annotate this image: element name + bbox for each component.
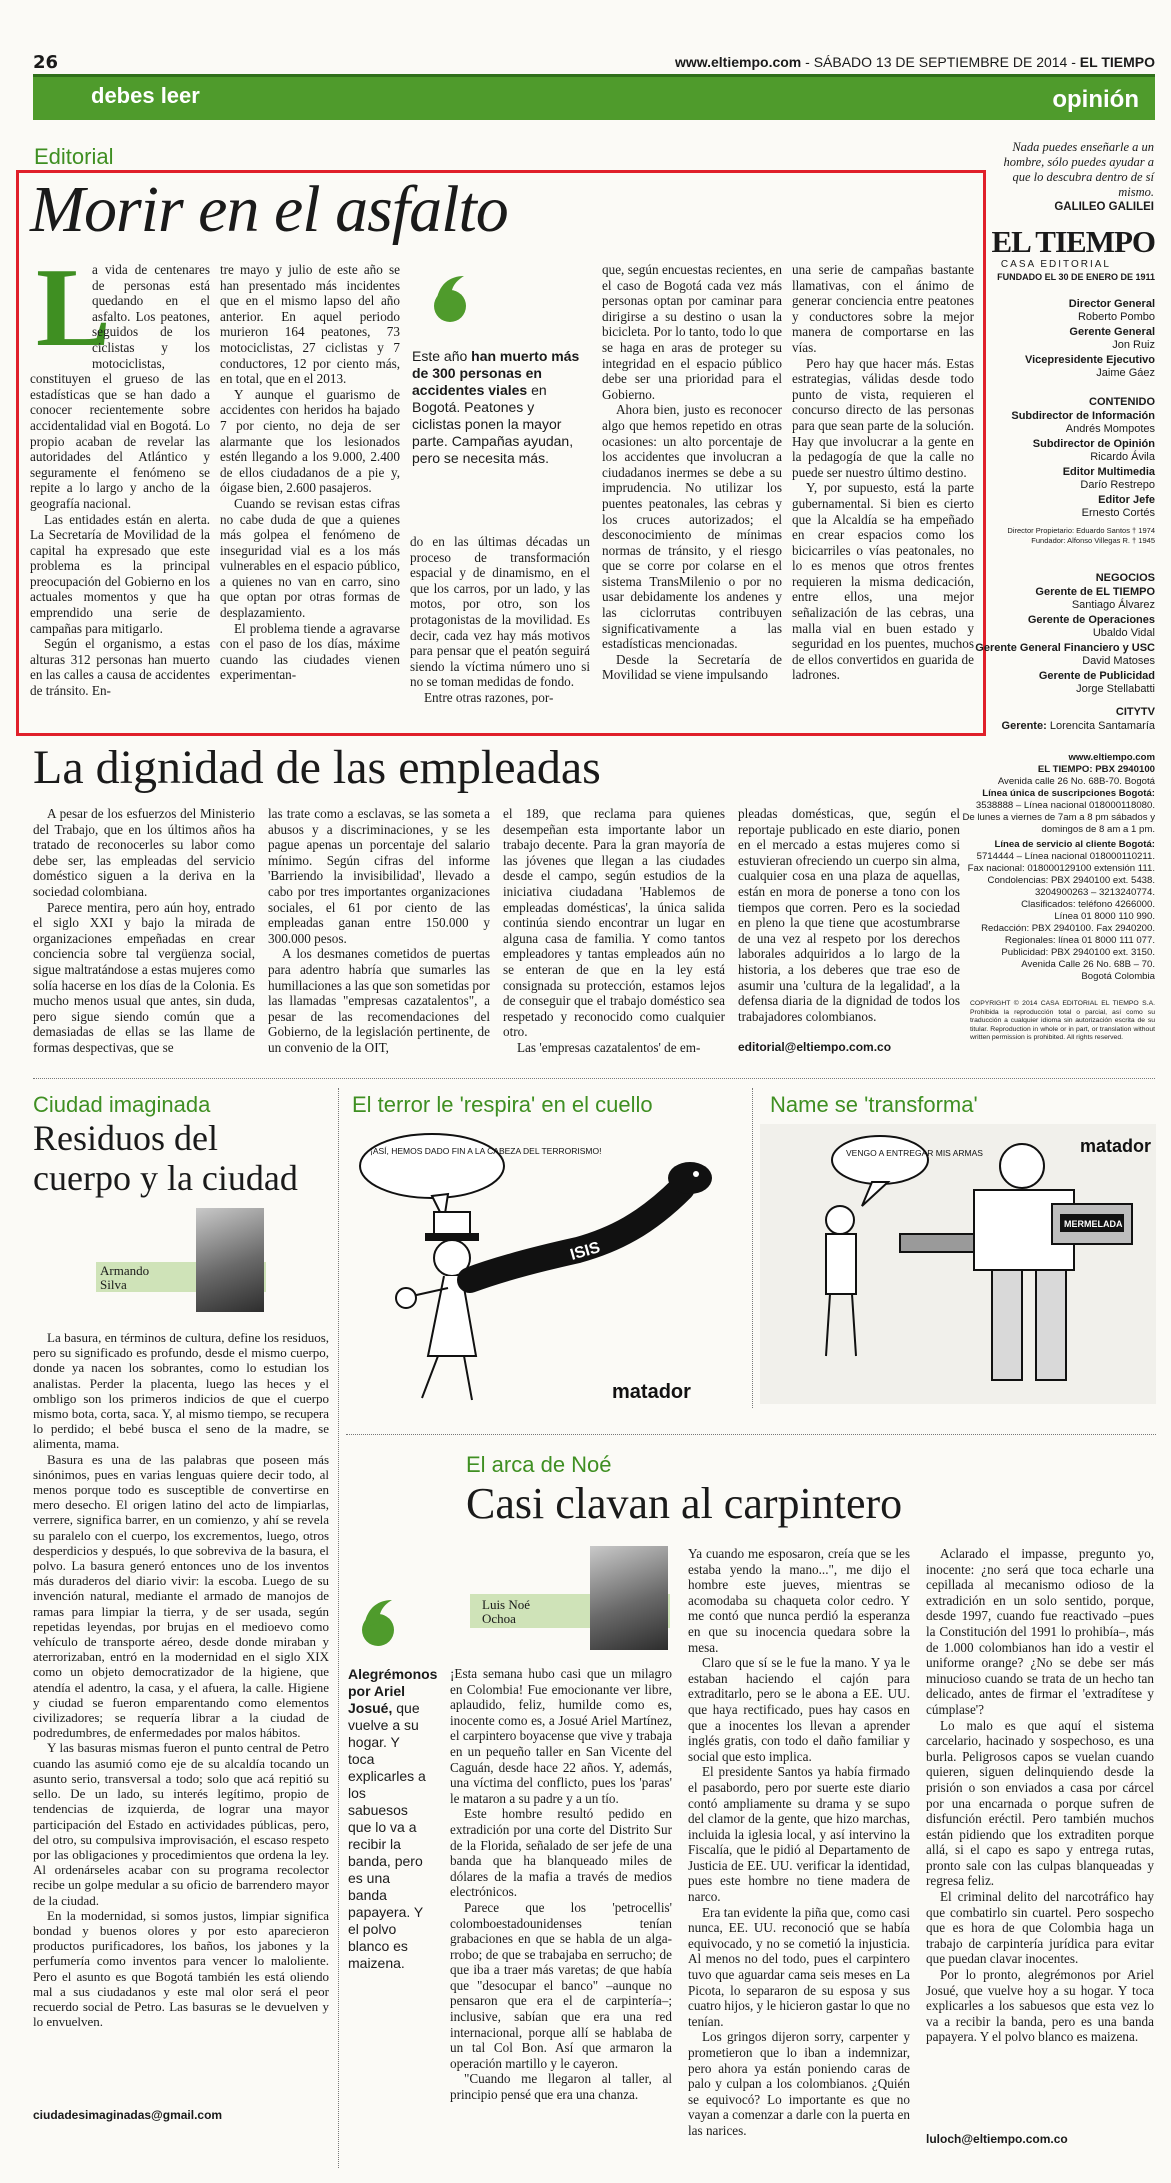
editorial2-col3: el 189, que reclama para quienes desempeñan esta importante labor un trabajo decente. Para la gran mayoría de las jóvenes que llegan a las ciudades desde el campo, según estudios de la iniciativa ciudadana 'Hablemos de empleadas domésticas', la única salida continúa siendo encontrar un lugar en alguna casa de familia. Y como tantos empleadores y tantas empleados aún no se enteran de que en la ley está consignada su protección, estamos lejos de conseguir que el trabajo doméstico sea respetado y reconocido como cualquier otro. Las 'empresas cazatalentos' de em-	[503, 806, 725, 1055]
arca-col2: Ya cuando me esposaron, creía que se les estaba yendo la mano...", me dijo el hombre este jueves, mientras se acomodaba su chaqueta color cedro. Y me contó que nunca perdió la esperanza en que su inocencia quedara sobre la mesa. Claro que sí se le fue la mano. Y ya le estaban haciendo el cajón para extraditarlo, pero se le abona a EE. UU. que haya rectificado, pues hay casos en que a inocentes los llevan a aprender inglés gratis, con todo el daño familiar y social que esto implica. El presidente Santos ya había firmado el pasabordo, pero por suerte este diario contó ampliamente su drama y se supo del clamor de la gente, que hizo marchas, incluida la iglesia local, y así intervino la Fiscalía, que le pidió al Departamento de Justicia de EE. UU. verificar la identidad, pues este hombre no tiene madera de narco. Era tan evidente la piña que, como casi nunca, EE. UU. reconoció que se había equivocado, y no se cometió la injusticia. Al menos no del todo, pues el carpintero tuvo que aguardar cama seis meses en La Picota, lo separaron de su esposa y sus cuatro hijos, y le hicieron gastar lo que no tenían. Los gringos dijeron sorry, carpenter y prometieron que lo iban a indemnizar, pero ahora ya están poniendo caras de palo y culpan a los colombianos. ¿Quién se equivocó? Lo importante es que no vayan a comenzar a darle con la puerta en las narices.	[688, 1546, 910, 2138]
cartoon2-brand: MERMELADA	[1064, 1219, 1123, 1229]
editorial-col1: a vida de centenares de personas está quedando en el asfalto. Los peatones, seguidos de los ciclistas y los motociclistas, constituyen el grueso de las estadísticas que se han dado a conocer recientemente sobre accidentalidad vial en Bogotá. Lo propio acaban de revelar las autoridades del Atlántico y seguramente el fenómeno se repite a lo largo y ancho de la geografía nacional. Las entidades están en alerta. La Secretaría de Movilidad de la capital ha expresado que este problema es la principal preocupación del Gobierno en los actuales momentos y que ha emprendido una serie de campañas para mitigarlo. Según el organismo, a estas alturas 312 personas han muerto en las calles a causa de accidentes de tránsito. En-	[30, 262, 210, 699]
ciudad-body: La basura, en términos de cultura, define los residuos, pero su significado es profundo, desde el mismo cuerpo, donde ya nacen los sobrantes, como lo estudian los analistas. Perder la placenta, luego las heces y el ombligo son los primeros indicios de que el cuerpo mismo bota, corta, saca. Y, al mismo tiempo, se recupera lo perdido; el bebé busca el seno de la madre, se alimenta, mama. Basura es una de las palabras que poseen más sinónimos, pues en varias lenguas quiere decir todo, al menos porque todo es susceptible de convertirse en mero desecho. El origen latino del acto de limpiarlas, verrere, significa barrer, en un comienzo, y ahí se revela su paralelo con el cuerpo, los excrementos, luego, otros desperdicios y después, lo que sobreviva de la basura, el polvo. La basura generó entonces uno de los inventos más duraderos del diario vivir: la escoba. Luego de su invención natural, mediante el armado de manojos de ramas para limpiar la tierra, y de ser usada, según repetidas leyendas, por brujas en el medioevo como vehículo de transporte aéreo, desde donde miraban y aterrorizaban, entró en la modernidad en el siglo XIX como un objeto democratizador de la higiene, que atendía el adentro, la casa, y el afuera, la calle. Higiene y ciudad se fueron emparentando como elementos civilizadores; se requería librar a la ciudad de podredumbres, de enfermedades por malos hábitos. Y las basuras mismas fueron el punto central de Petro cuando las asumió como eje de su alcaldía tocando un asunto serio, transversal a todo; solo que acá repitió su sello. De un lado, su interés legítimo, propio de tendencias de izquierda, de lograr una mayor participación del Estado en actividades públicas, pero, del otro, su compulsiva improvisación, el escaso respeto por las obligaciones y procedimientos que ordena la ley. Al ordenárseles acabar con su programa recolector recibe un golpe medular a su oficio de barrendero mayor de la ciudad. En la modernidad, si somos justos, limpiar significa bondad y buenos olores y por esto aparecieron productos purificadores, los baños, los jabones y la perfumería como inventos para vencer lo maloliente. Pero el asunto es que Bogotá también les está oliendo mal a sus ciudadanos y este mal olor será el peor recuerdo social de Petro. Las basuras se le devuelven y lo envuelven.	[33, 1330, 329, 2030]
cartoon2-signature: matador	[1080, 1136, 1152, 1156]
ciudad-email[interactable]: ciudadesimaginadas@gmail.com	[33, 2108, 223, 2122]
ciudad-title: Residuos del cuerpo y la ciudad	[33, 1118, 298, 1198]
arca-pull-quote: Alegrémonos por Ariel Josué, que vuelve a su hogar. Y toca explicarles a los sabuesos que lo va a recibir la banda, pero es una banda papayera. Y el polvo blanco es maizena.	[348, 1666, 438, 1971]
author-photo	[590, 1546, 668, 1650]
masthead-founded: FUNDADO EL 30 DE ENERO DE 1911	[997, 272, 1155, 282]
header-dateline	[675, 54, 1155, 70]
masthead-sub: CASA EDITORIAL	[1000, 259, 1111, 270]
section-right-label[interactable]: opinión	[1052, 86, 1139, 113]
masthead-logo: EL TIEMPO	[991, 224, 1155, 259]
editorial-kicker: Editorial	[34, 144, 114, 169]
citytv-manager: Gerente: Lorencita Santamaría	[1001, 720, 1155, 732]
arca-col3: Aclarado el impasse, pregunto yo, inocente: ¿no será que toca echarle una cepillada al mecanismo odioso de la extradición en un solo sentido, porque, desde 1997, cuando fue reactivado –pues la Constitución del 1991 lo prohibía–, más de 1.000 colombianos han ido a vestir el uniforme orange? ¿No se debe ser más minucioso cuando se trata de un hecho tan delicado, antes de firmar el 'extradítese y cúmplase'? Lo malo es que aquí el sistema carcelario, hacinado y sospechoso, es una burla. Peligrosos capos se vuelan cuando quieren, siguen delinquiendo desde la prisión o son enviados a casa por cárcel por una encarnada o porque sufren de disfunción eréctil. Pero también muchos están pidiendo que los extraditen porque allá, si el capo es sapo y entrega rutas, pronto sale con las culpas blanqueadas y regresa feliz. El criminal delito del narcotráfico hay que combatirlo sin cuartel. Pero sospecho que es hora de que Colombia haga un trabajo de carpintería jurídica para evitar que puedan clavar inocentes. Por lo pronto, alegrémonos por Ariel Josué, que vuelve hoy a su hogar. Y toca explicarles a los sabuesos que esta vez lo va a recibir la banda, pero es una banda papayera. Y el polvo blanco es maizena.	[926, 1546, 1154, 2045]
divider-horizontal	[346, 1434, 1156, 1435]
editorial-pull-quote: Este año han muerto más de 300 personas en accidentes viales en Bogotá. Peatones y ciclistas ponen la mayor parte. Campañas ayudan, pero se necesita más.	[412, 348, 580, 466]
section-band	[33, 74, 1155, 120]
author-name: Armando Silva	[100, 1263, 150, 1292]
ciudad-kicker: Ciudad imaginada	[33, 1092, 211, 1117]
cartoon1-illustration	[352, 1128, 742, 1408]
masthead-contenido: Subdirector de Información Andrés Mompotes Subdirector de Opinión Ricardo Ávila Editor Multimedia Darío Restrepo Editor Jefe Ernesto Cortés	[1011, 410, 1155, 519]
cartoon1-signature: matador	[612, 1381, 691, 1403]
arca-kicker: El arca de Noé	[466, 1452, 612, 1477]
divider-horizontal	[33, 1078, 1155, 1079]
editorial2-col1: A pesar de los esfuerzos del Ministerio del Trabajo, que en los últimos años ha tratado de reconocerles su labor como debe ser, las empleadas del servicio doméstico siguen a la deriva en la sociedad colombiana. Parece mentira, pero aún hoy, entrado el siglo XXI y bajo la mirada de organizaciones empeñadas en crear conciencia sobre tal vergüenza social, sigue maltratándose a estas mujeres como solía hacerse en los días de la Colonia. Es mucho menos usual que antes, sin duda, pero sigue siendo común que a demasiadas de ellas se las llame de formas despectivas, que se	[33, 806, 255, 1055]
pull-quote-icon	[356, 1594, 398, 1648]
divider-vertical	[338, 1088, 339, 2168]
date-text: - SÁBADO 13 DE SEPTIEMBRE DE 2014 -	[805, 54, 1076, 70]
page-number: 26	[33, 52, 59, 73]
editorial2-title: La dignidad de las empleadas	[33, 741, 601, 794]
paper-name: EL TIEMPO	[1079, 54, 1155, 70]
editorial2-email[interactable]: editorial@eltiempo.com.co	[738, 1040, 892, 1054]
editorial-col4: que, según encuestas recientes, en el caso de Bogotá cada vez más personas optan por caminar para dirigirse a su destino o usan la bicicleta. Por lo tanto, todo lo que se haga en aras de proteger su integridad en el espacio público debe ser una prioridad para el Gobierno. Ahora bien, justo es reconocer algo que hemos repetido en otras ocasiones: un alto porcentaje de los accidentes que involucran a ciudadanos inermes se debe a su imprudencia. No utilizar los puentes peatonales, las cebras y los cruces autorizados; el desconocimiento de mínimas normas de tránsito, y el riesgo que se corre por colarse en el sistema TransMilenio o por no usar debidamente los andenes y las ciclorrutas contribuyen significativamente a las estadísticas mencionadas. Desde la Secretaría de Movilidad se viene impulsando	[602, 262, 782, 683]
cartoon1-kicker: El terror le 'respira' en el cuello	[352, 1092, 653, 1117]
site-link[interactable]: www.eltiempo.com	[674, 54, 802, 70]
copyright-notice: COPYRIGHT © 2014 CASA EDITORIAL EL TIEMPO S.A. Prohibida la reproducción total o parcial, así como su traducción a cualquier idioma sin autorización escrita de su titular. Reproduction in whole or in part, or translation without written permission is prohibited. All rights reserved.	[970, 1000, 1155, 1041]
sidebar-quote: Nada puedes enseñarle a un hombre, sólo puedes ayudar a que lo descubra dentro de sí mismo. GALILEO GALILEI	[1000, 140, 1154, 215]
divider-vertical	[752, 1088, 753, 1408]
editorial2-col2: las trate como a esclavas, se las someta a abusos y a discriminaciones, y se les pague apenas un porcentaje del salario mínimo. Según cifras del informe 'Barriendo la invisibilidad', llevado a cabo por tres importantes organizaciones sociales, el 61 por ciento de las empleadas ganan entre 150.000 y 300.000 pesos. A los desmanes cometidos de puertas para adentro habría que sumarles las humillaciones a las que son sometidas por las llamadas "empresas cazatalentos", a pesar de las recomendaciones del Gobierno, de la legislación pertinente, de un convenio de la OIT,	[268, 806, 490, 1055]
editorial-title: Morir en el asfalto	[30, 173, 508, 246]
arca-col1: ¡Esta semana hubo casi que un milagro en Colombia! Fue emocionante ver libre, aplaudido, feliz, humilde como es, inocente como es, a Josué Ariel Martínez, el carpintero boyacense que vive y trabaja en un pequeño taller en San Vicente del Caguán, desde hace 22 años. Y, además, una víctima del conflicto, pues los 'paras' le mataron a su padre y a un tío. Este hombre resultó pedido en extradición por una corte del Distrito Sur de la Florida, señalado de ser jefe de una banda que ha blanqueado miles de dólares de la mafia a través de medios electrónicos. Parece que los 'petrocellis' colomboestadounidenses tenían grabaciones en que se habla de un alga-rrobo; de que se trabajaba en serrucho; de que iba a traer más varetas; de que había que "desocupar el banco" –aunque no pensaron que era el de carpintería–; inclusive, sabían que era una red internacional, porque allí se hablaba de un tal Col Bon. Así que armaron la operación martillo y le cayeron. "Cuando me llegaron al taller, al principio pensé que era una chanza.	[450, 1666, 672, 2103]
pull-quote-icon	[428, 270, 470, 324]
citytv-title: CITYTV	[1115, 706, 1155, 718]
cartoon1-speech: ¡ASÍ, HEMOS DADO FIN A LA CABEZA DEL TERRORISMO!	[370, 1146, 602, 1156]
uncle-sam-figure	[396, 1212, 478, 1400]
editorial-col2: tre mayo y julio de este año se han presentado más incidentes que en el mismo lapso del año anterior. En aquel periodo murieron 164 peatones, 73 motociclistas, 27 ciclistas y 7 conductores, 12 por ciento más, en total, que en el 2013. Y aunque el guarismo de accidentes con heridos ha bajado 7 por ciento, no deja de ser alarmante que los lesionados estén llegando a los 9.000, 2.400 de ellos ciudadanos de a pie y, óigase bien, 2.600 pasajeros. Cuando se revisan estas cifras no cabe duda de que a quienes más golpea el fenómeno de inseguridad vial es a los más vulnerables en el espacio público, a quienes no van en carro, sino que optan por otras formas de desplazamiento. El problema tiende a agravarse con el paso de los días, máxime cuando las ciudades vienen experimentan-	[220, 262, 400, 683]
contenido-title: CONTENIDO	[1089, 396, 1155, 408]
arca-author-box	[470, 1546, 670, 1650]
isis-label: ISIS	[568, 1239, 603, 1264]
author-photo	[196, 1208, 264, 1312]
arca-title: Casi clavan al carpintero	[466, 1479, 903, 1528]
cartoon2-illustration	[760, 1124, 1156, 1404]
quote-author: GALILEO GALILEI	[1054, 201, 1154, 213]
arca-email[interactable]: luloch@eltiempo.com.co	[926, 2132, 1068, 2146]
ciudad-author-box	[96, 1208, 266, 1312]
negocios-title: NEGOCIOS	[1095, 572, 1155, 584]
cartoon2-kicker: Name se 'transforma'	[770, 1092, 978, 1117]
author-name: Luis Noé Ochoa	[482, 1597, 531, 1626]
section-left-label[interactable]: debes leer	[91, 83, 200, 108]
editorial-col3: do en las últimas décadas un proceso de transformación espacial y de dinamismo, en el que los carros, por un lado, y las motos, por otro, son los protagonistas de la movilidad. Es decir, cada vez hay más motivos para pensar que el peatón seguirá siendo la víctima número uno si no se toman medidas de fondo. Entre otras razones, por-	[410, 534, 590, 705]
editorial-dropcap: L	[36, 246, 111, 370]
isis-snake	[470, 1162, 712, 1280]
cartoon2-speech: VENGO A ENTREGAR MIS ARMAS	[846, 1148, 983, 1158]
masthead-negocios: Gerente de EL TIEMPO Santiago Álvarez Gerente de Operaciones Ubaldo Vidal Gerente General Financiero y USC David Matoses Gerente de Publicidad Jorge Stellabatti	[975, 586, 1155, 695]
editorial2-col4: pleadas domésticas, que, según el reportaje publicado en este diario, ponen en el mercado a estas mujeres como si estuvieran ofreciendo un cuerpo sin alma, cualquier cosa en una plaza de aquellas, están en mora de ponerse a tono con los tiempos que corren. Pero es la sociedad en pleno la que tiene que acostumbrarse de una vez al respeto por los derechos laborales adquiridos a lo largo de la historia, a los deberes que trae eso de asumir una 'cultura de la legalidad', a la defensa diaria de la dignidad de todos los trabajadores colombianos.	[738, 806, 960, 1024]
masthead-propietario: Director Propietario: Eduardo Santos † 1974 Fundador: Alfonso Villegas R. † 1945	[1007, 526, 1155, 545]
contact-block: www.eltiempo.com EL TIEMPO: PBX 2940100 Avenida calle 26 No. 68B-70. Bogotá Línea única de suscripciones Bogotá: 3538888 – Línea nacional 018000118080. De lunes a viernes de 7am a 8 pm sábados y domingos de 8 am a 1 pm. Línea de servicio al cliente Bogotá: 5714444 – Línea nacional 018000110211. Fax nacional: 018000129100 extensión 111. Condolencias: PBX 2940100 ext. 5438. 3204900263 – 3213240774. Clasificados: teléfono 4266000. Línea 01 8000 110 990. Redacción: PBX 2940100. Fax 2940200. Regionales: línea 01 8000 111 077. Publicidad: PBX 2940100 ext. 3150. Avenida Calle 26 No. 68B – 70. Bogotá Colombia	[962, 752, 1155, 982]
masthead-staff: Director General Roberto Pombo Gerente General Jon Ruiz Vicepresidente Ejecutivo Jaime Gáez	[1024, 298, 1155, 379]
editorial-col5: una serie de campañas bastante llamativas, con el ánimo de generar conciencia entre peatones y conductores sobre la mejor manera de comportarse en las vías. Pero hay que hacer más. Estas estrategias, válidas desde todo punto de vista, requieren el concurso directo de las personas para que sean parte de la solución. Hay que involucrar a la gente en la pedagogía de que la calle no puede ser nuestro último destino. Y, por supuesto, está la parte gubernamental. Si bien es cierto que la Alcaldía se ha empeñado en crear espacios como los bicicarriles o vías peatonales, no lo es menos que otros frentes requieren la misma dedicación, entre ellos, una mejor señalización de las cebras, una malla vial en buen estado y seguridad en los puentes, muchos de ellos convertidos en guarida de ladrones.	[792, 262, 974, 683]
